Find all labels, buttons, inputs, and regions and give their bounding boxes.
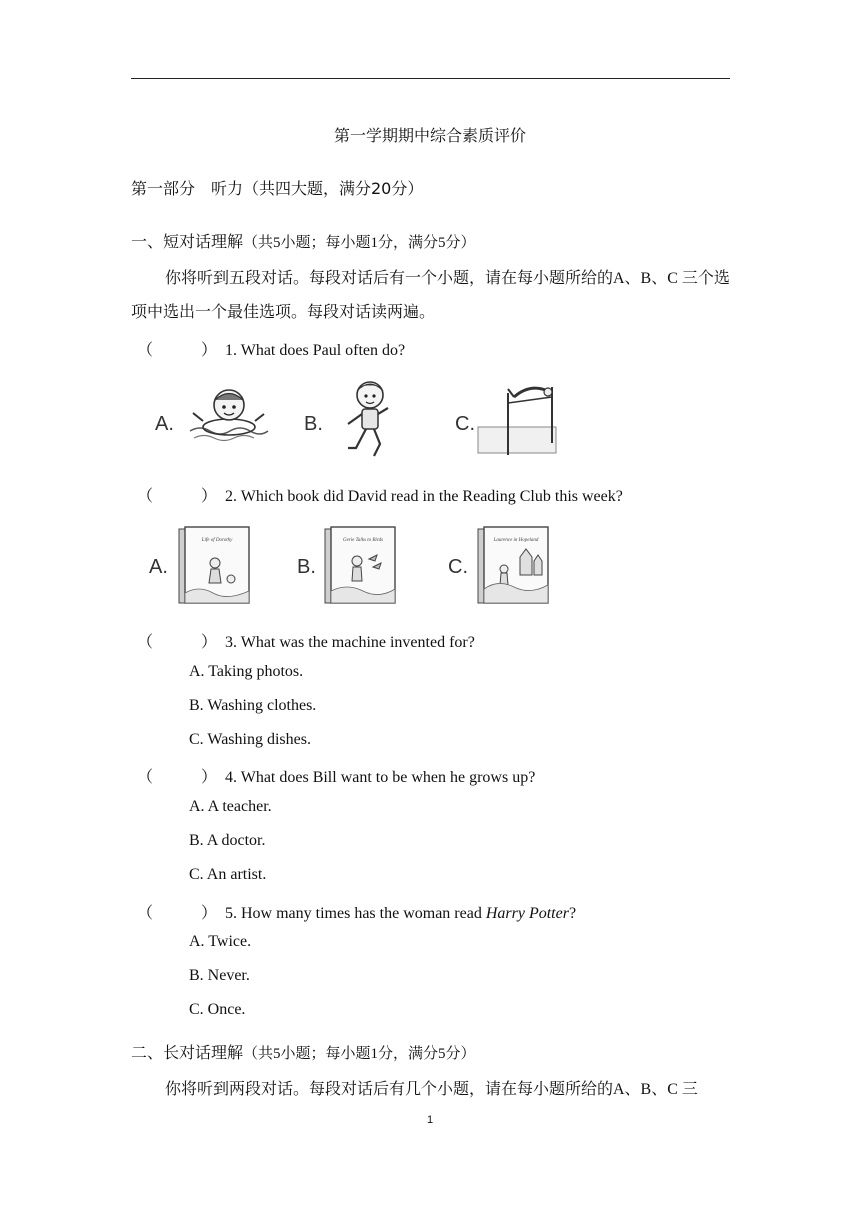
header-rule xyxy=(131,78,730,79)
section1-heading-row xyxy=(131,229,476,252)
section2-instructions-text: 你将听到两段对话。每段对话后有几个小题，请在每小题所给的A、B、C 三 xyxy=(165,1081,698,1098)
section1-heading: 一、短对话理解 xyxy=(131,232,244,251)
book-name: Harry Potter xyxy=(485,905,569,922)
option-label: B. xyxy=(304,413,323,435)
question-text-end: ? xyxy=(568,905,577,922)
option-b: B. A doctor. xyxy=(189,832,266,849)
option-b: B. Washing clothes. xyxy=(189,697,317,714)
page-number: 1 xyxy=(426,1114,434,1126)
option-label: A. xyxy=(149,556,168,578)
option-a: A. Twice. xyxy=(189,933,252,950)
high-jump-icon xyxy=(478,383,560,459)
question-text: 3. What was the machine invented for? xyxy=(225,634,475,651)
section2-heading-row xyxy=(131,1040,476,1063)
part-heading: 第一部分 听力（共四大题，满分20分） xyxy=(131,179,424,198)
question-2 xyxy=(137,483,623,506)
answer-paren-open: （ xyxy=(137,769,154,786)
book-cover-icon xyxy=(179,527,251,605)
option-label: A. xyxy=(155,413,174,435)
page-title: 第一学期期中综合素质评价 xyxy=(333,128,526,145)
question-text: 4. What does Bill want to be when he grows up? xyxy=(225,769,536,786)
question-text: 5. How many times has the woman read xyxy=(225,905,486,922)
answer-paren-close: ） xyxy=(201,769,218,786)
question-4 xyxy=(137,764,535,787)
section1-instructions-text: 你将听到五段对话。每段对话后有一个小题，请在每小题所给的A、B、C 三个选项中选出一个最佳选项。每段对话读两遍。 xyxy=(131,270,730,321)
question-5 xyxy=(137,900,576,923)
answer-paren-close: ） xyxy=(201,905,218,922)
option-a: A. A teacher. xyxy=(189,798,272,815)
option-label: C. xyxy=(455,413,475,435)
section1-note: （共5小题；每小题1分，满分5分） xyxy=(243,235,476,251)
question-3 xyxy=(137,629,475,652)
option-label: B. xyxy=(297,556,316,578)
section1-instructions xyxy=(131,262,730,330)
answer-paren-open: （ xyxy=(137,905,154,922)
book-cover-icon xyxy=(478,527,550,605)
question-text: 1. What does Paul often do? xyxy=(225,342,406,359)
book-title: Gerie Talks to Birds xyxy=(342,538,384,543)
option-c: C. An artist. xyxy=(189,866,267,883)
option-b: B. Never. xyxy=(189,967,250,984)
answer-paren-open: （ xyxy=(137,634,154,651)
book-title: Laurence in Hopeland xyxy=(493,538,539,543)
option-c: C. Once. xyxy=(189,1001,246,1018)
question-1 xyxy=(137,337,405,360)
answer-paren-open: （ xyxy=(137,342,154,359)
answer-paren-close: ） xyxy=(201,634,218,651)
section2-heading: 二、长对话理解 xyxy=(131,1043,244,1062)
swimming-boy-icon xyxy=(188,385,270,447)
book-cover-icon xyxy=(325,527,397,605)
answer-paren-open: （ xyxy=(137,488,154,505)
answer-paren-close: ） xyxy=(201,342,218,359)
running-boy-icon xyxy=(342,378,392,460)
option-c: C. Washing dishes. xyxy=(189,731,311,748)
answer-paren-close: ） xyxy=(201,488,218,505)
book-title: Life of Dorothy xyxy=(201,538,233,543)
option-a: A. Taking photos. xyxy=(189,663,304,680)
section2-note: （共5小题；每小题1分，满分5分） xyxy=(243,1046,476,1062)
question-text: 2. Which book did David read in the Reading Club this week? xyxy=(225,488,623,505)
section2-instructions xyxy=(131,1073,730,1107)
option-label: C. xyxy=(448,556,468,578)
